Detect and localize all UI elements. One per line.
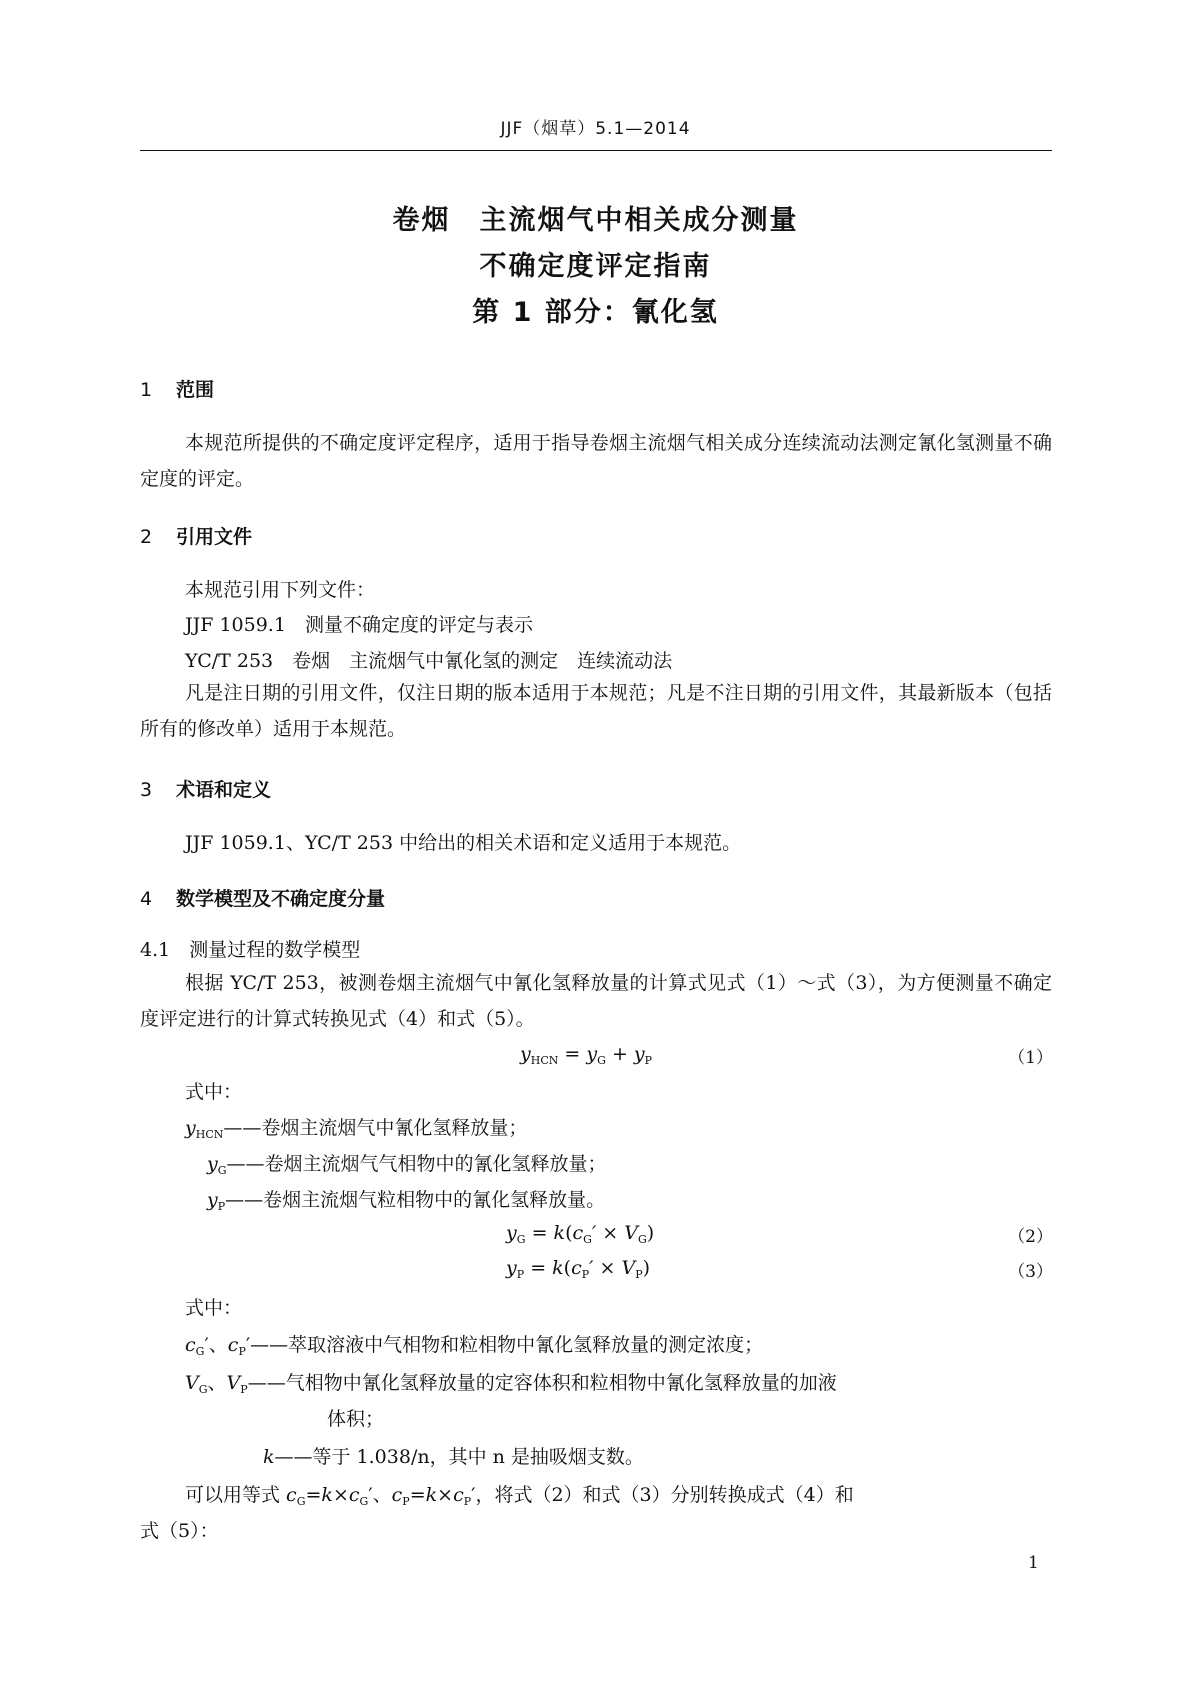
equation-2: $y_G = k(c_G' \times V_G)$ <box>506 1222 655 1246</box>
subsection-number: 4.1 <box>140 939 171 961</box>
section-title: 术语和定义 <box>176 779 272 801</box>
refs-intro: 本规范引用下列文件： <box>185 579 376 601</box>
equation-1-number: （1） <box>1008 1048 1053 1068</box>
conversion-text-start: 可以用等式 <box>185 1484 287 1506</box>
section-4-heading <box>140 884 385 911</box>
definition-continuation: 体积； <box>327 1408 385 1430</box>
conversion-text: 可以用等式 $c_G=k\times c_G'$、$c_P=k\times c_P'$，将式（2）和式（3）分别转换成式（4）和 <box>185 1484 854 1508</box>
conversion-text-end: ，将式（2）和式（3）分别转换成式（4）和 <box>475 1484 854 1506</box>
section-number: 3 <box>140 779 153 801</box>
section-number: 4 <box>140 888 153 910</box>
section-title: 引用文件 <box>176 526 253 548</box>
definition-item: $y_{HCN}——$卷烟主流烟气中氰化氢释放量； <box>185 1117 528 1141</box>
definition-text: ——卷烟主流烟气粒相物中的氰化氢释放量。 <box>225 1189 606 1211</box>
equation-2-number: （2） <box>1008 1227 1053 1247</box>
subsection-4-1-heading <box>140 935 360 962</box>
definition-text: ——萃取溶液中气相物和粒相物中氰化氢释放量的测定浓度； <box>250 1334 764 1356</box>
definition-text: ——卷烟主流烟气气相物中的氰化氢释放量； <box>226 1153 607 1175</box>
definition-item: $V_G$、$V_P——$气相物中氰化氢释放量的定容体积和粒相物中氰化氢释放量的加液 <box>185 1372 837 1396</box>
section-4-intro: 根据 YC/T 253，被测卷烟主流烟气中氰化氢释放量的计算式见式（1）～式（3），为方便测量不确定度评定进行的计算式转换见式（4）和式（5）。 <box>140 972 1052 1030</box>
subsection-title: 测量过程的数学模型 <box>189 939 361 961</box>
section-title: 数学模型及不确定度分量 <box>176 888 386 910</box>
reference-item: JJF 1059.1 测量不确定度的评定与表示 <box>185 614 533 636</box>
title-line-1: 卷烟 主流烟气中相关成分测量 <box>392 205 799 236</box>
section-number: 1 <box>140 379 153 401</box>
title-line-2: 不确定度评定指南 <box>479 251 712 282</box>
equation-1: $y_{HCN} = y_G + y_P$ <box>520 1043 653 1067</box>
section-number: 2 <box>140 526 153 548</box>
where-label: 式中： <box>185 1297 243 1319</box>
section-1-text: 本规范所提供的不确定度评定程序，适用于指导卷烟主流烟气相关成分连续流动法测定氰化氢测量不确定度的评定。 <box>140 432 1052 490</box>
equation-3: $y_P = k(c_P' \times V_P)$ <box>506 1257 651 1281</box>
where-label: 式中： <box>185 1081 243 1103</box>
definition-item: $y_P——$卷烟主流烟气粒相物中的氰化氢释放量。 <box>207 1189 606 1213</box>
definition-item: k——等于 1.038/n，其中 n 是抽吸烟支数。 <box>263 1446 644 1468</box>
title-line-3: 第 1 部分：氰化氢 <box>472 297 719 328</box>
section-3-text: JJF 1059.1、YC/T 253 中给出的相关术语和定义适用于本规范。 <box>185 832 742 854</box>
section-1-heading <box>140 375 214 402</box>
conversion-continuation: 式（5）： <box>140 1520 219 1542</box>
definition-text: ——等于 1.038/n，其中 n 是抽吸烟支数。 <box>274 1446 644 1468</box>
header-rule <box>140 150 1052 151</box>
reference-item: YC/T 253 卷烟 主流烟气中氰化氢的测定 连续流动法 <box>185 650 673 672</box>
definition-item: $c_G'$、$c_P'——$萃取溶液中气相物和粒相物中氰化氢释放量的测定浓度； <box>185 1334 764 1358</box>
section-title: 范围 <box>176 379 215 401</box>
section-2-heading <box>140 522 252 549</box>
definition-text: ——卷烟主流烟气中氰化氢释放量； <box>223 1117 528 1139</box>
section-3-heading <box>140 775 271 802</box>
equation-3-number: （3） <box>1008 1262 1053 1282</box>
definition-item: $y_G——$卷烟主流烟气气相物中的氰化氢释放量； <box>207 1153 607 1177</box>
definition-text: ——气相物中氰化氢释放量的定容体积和粒相物中氰化氢释放量的加液 <box>247 1372 837 1394</box>
page-number: 1 <box>1028 1553 1039 1573</box>
refs-note: 凡是注日期的引用文件，仅注日期的版本适用于本规范；凡是不注日期的引用文件，其最新版本（包括所有的修改单）适用于本规范。 <box>140 682 1052 740</box>
running-header: JJF（烟草）5.1—2014 <box>500 119 691 139</box>
